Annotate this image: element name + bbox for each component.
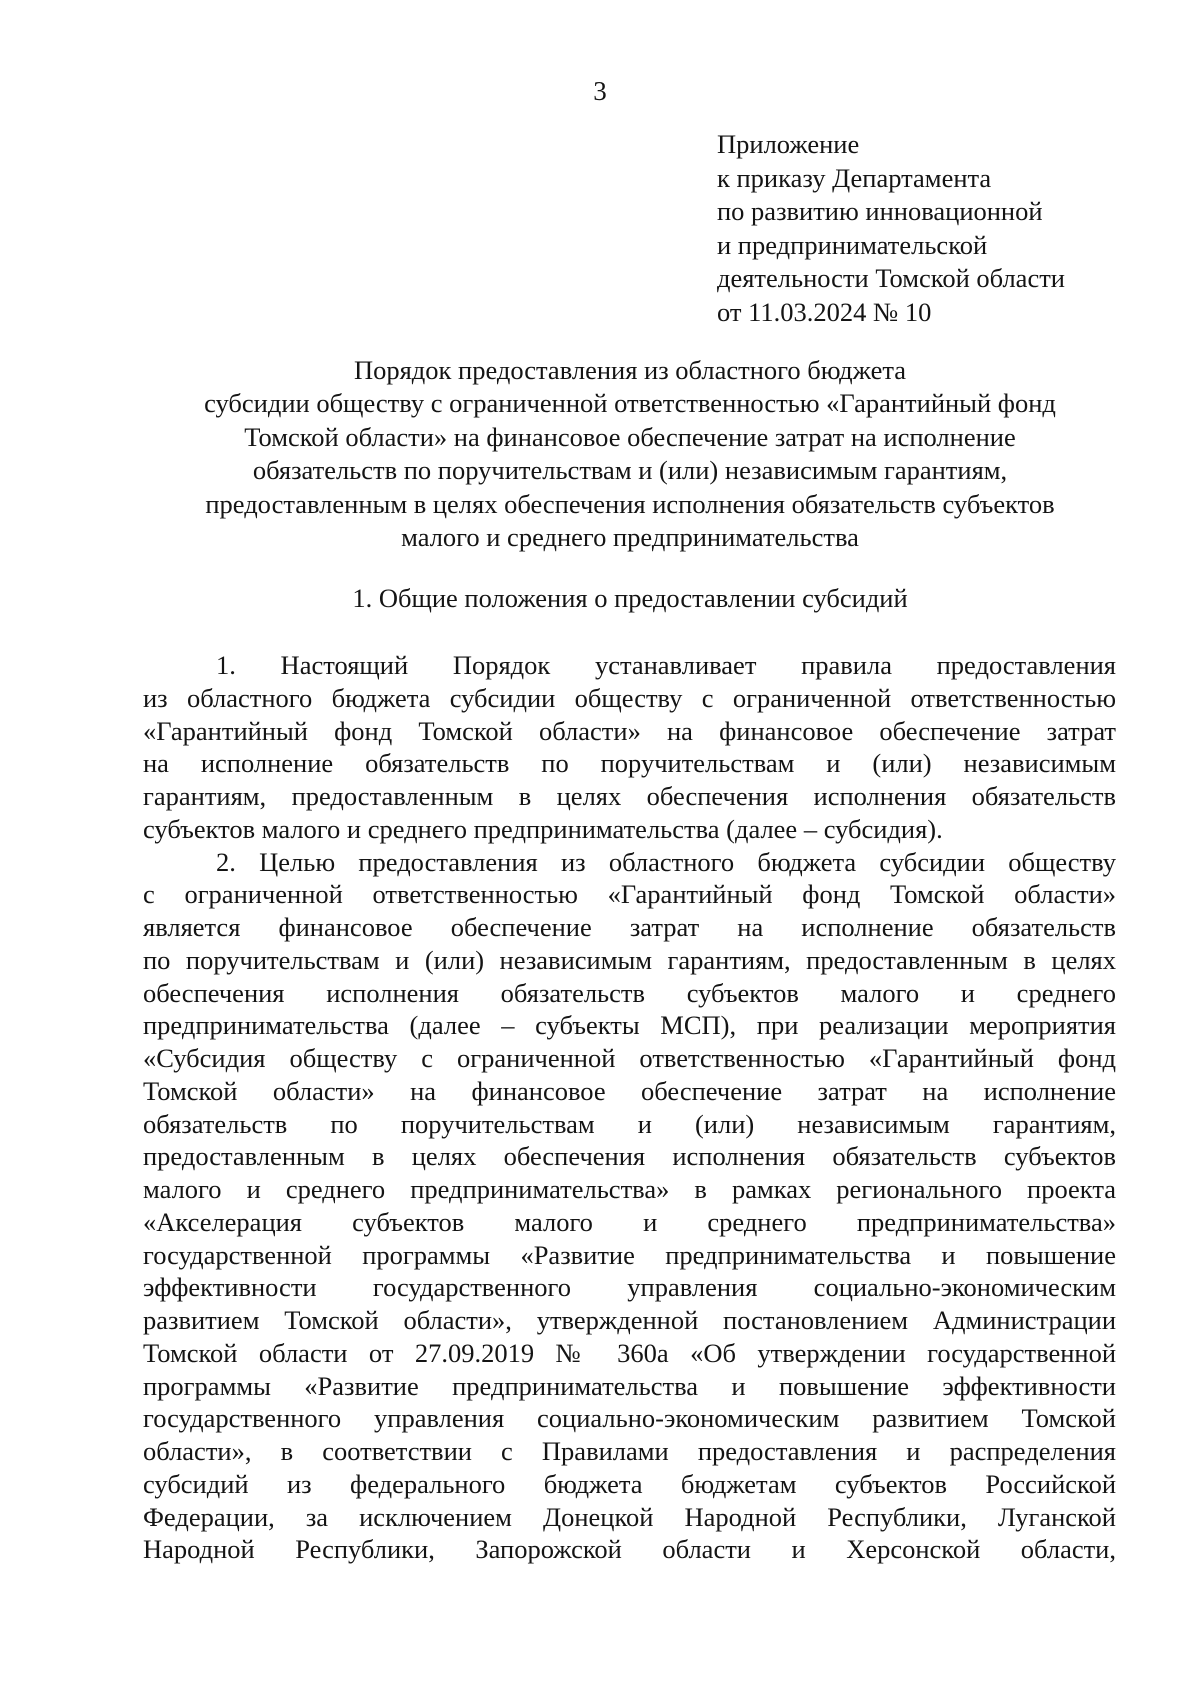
paragraph-line: государственного управления социально-экономическим развитием Томской — [143, 1403, 1116, 1434]
paragraph-2 — [143, 846, 1116, 1567]
paragraph-line: Федерации, за исключением Донецкой Народной Республики, Луганской — [143, 1501, 1116, 1532]
paragraph-line: 2. Целью предоставления из областного бюджета субсидии обществу — [216, 846, 1116, 877]
paragraph-1 — [143, 649, 1116, 846]
title-line: предоставленным в целях обеспечения исполнения обязательств субъектов — [205, 488, 1055, 519]
appendix-header — [717, 128, 1157, 329]
appendix-line: Приложение — [717, 129, 860, 159]
paragraph-line: предоставленным в целях обеспечения исполнения обязательств субъектов — [143, 1141, 1116, 1172]
page-number: 3 — [593, 76, 607, 106]
appendix-line: от 11.03.2024 № 10 — [717, 296, 932, 327]
title-line: субсидии обществу с ограниченной ответственностью «Гарантийный фонд — [204, 388, 1056, 419]
appendix-line: и предпринимательской — [717, 229, 988, 260]
paragraph-line: «Субсидия обществу с ограниченной ответственностью «Гарантийный фонд — [143, 1043, 1116, 1073]
paragraph-line: «Акселерация субъектов малого и среднего предпринимательства» — [143, 1206, 1116, 1237]
paragraph-line: программы «Развитие предпринимательства и повышение эффективности — [143, 1370, 1116, 1401]
paragraph-line: на исполнение обязательств по поручительствам и (или) независимым — [143, 748, 1116, 779]
title-line: Томской области» на финансовое обеспечение затрат на исполнение — [244, 421, 1016, 452]
title-line: обязательств по поручительствам и (или) независимым гарантиям, — [252, 455, 1008, 486]
body-text — [143, 649, 1116, 1566]
paragraph-line: по поручительствам и (или) независимым гарантиям, предоставленным в целях — [143, 944, 1116, 975]
paragraph-line: обязательств по поручительствам и (или) независимым гарантиям, — [143, 1108, 1116, 1139]
title-line: Порядок предоставления из областного бюджета — [353, 355, 907, 385]
paragraph-line: субсидий из федерального бюджета бюджетам субъектов Российской — [143, 1468, 1116, 1499]
paragraph-line: Народной Республики, Запорожской области и Херсонской области, — [143, 1534, 1116, 1565]
appendix-line: к приказу Департамента — [717, 162, 992, 193]
paragraph-line: государственной программы «Развитие предпринимательства и повышение — [143, 1239, 1116, 1270]
paragraph-line: области», в соответствии с Правилами предоставления и распределения — [143, 1436, 1116, 1466]
paragraph-line: Томской области от 27.09.2019 № 360а «Об утверждении государственной — [143, 1337, 1116, 1368]
paragraph-line: эффективности государственного управления социально-экономическим — [143, 1272, 1116, 1303]
paragraph-line: с ограниченной ответственностью «Гарантийный фонд Томской области» — [143, 879, 1116, 910]
document-title — [130, 354, 1130, 554]
paragraph-line: малого и среднего предпринимательства» в рамках регионального проекта — [143, 1174, 1116, 1204]
paragraph-line: развитием Томской области», утвержденной постановлением Администрации — [143, 1305, 1116, 1335]
appendix-line: деятельности Томской области — [717, 263, 1065, 293]
paragraph-line: предпринимательства (далее – субъекты МСП), при реализации мероприятия — [143, 1010, 1116, 1041]
paragraph-line: субъектов малого и среднего предпринимательства (далее – субсидия). — [143, 813, 943, 844]
paragraph-line: «Гарантийный фонд Томской области» на финансовое обеспечение затрат — [143, 715, 1116, 746]
title-line: малого и среднего предпринимательства — [401, 522, 859, 553]
paragraph-line: 1. Настоящий Порядок устанавливает правила предоставления — [216, 650, 1116, 680]
section-heading: 1. Общие положения о предоставлении субсидий — [352, 583, 908, 613]
paragraph-line: является финансовое обеспечение затрат на исполнение обязательств — [143, 912, 1116, 942]
paragraph-line: гарантиям, предоставленным в целях обеспечения исполнения обязательств — [143, 781, 1116, 811]
paragraph-line: обеспечения исполнения обязательств субъектов малого и среднего — [143, 977, 1116, 1008]
paragraph-line: из областного бюджета субсидии обществу с ограниченной ответственностью — [143, 682, 1116, 713]
appendix-line: по развитию инновационной — [717, 196, 1043, 226]
paragraph-line: Томской области» на финансовое обеспечение затрат на исполнение — [143, 1075, 1116, 1106]
